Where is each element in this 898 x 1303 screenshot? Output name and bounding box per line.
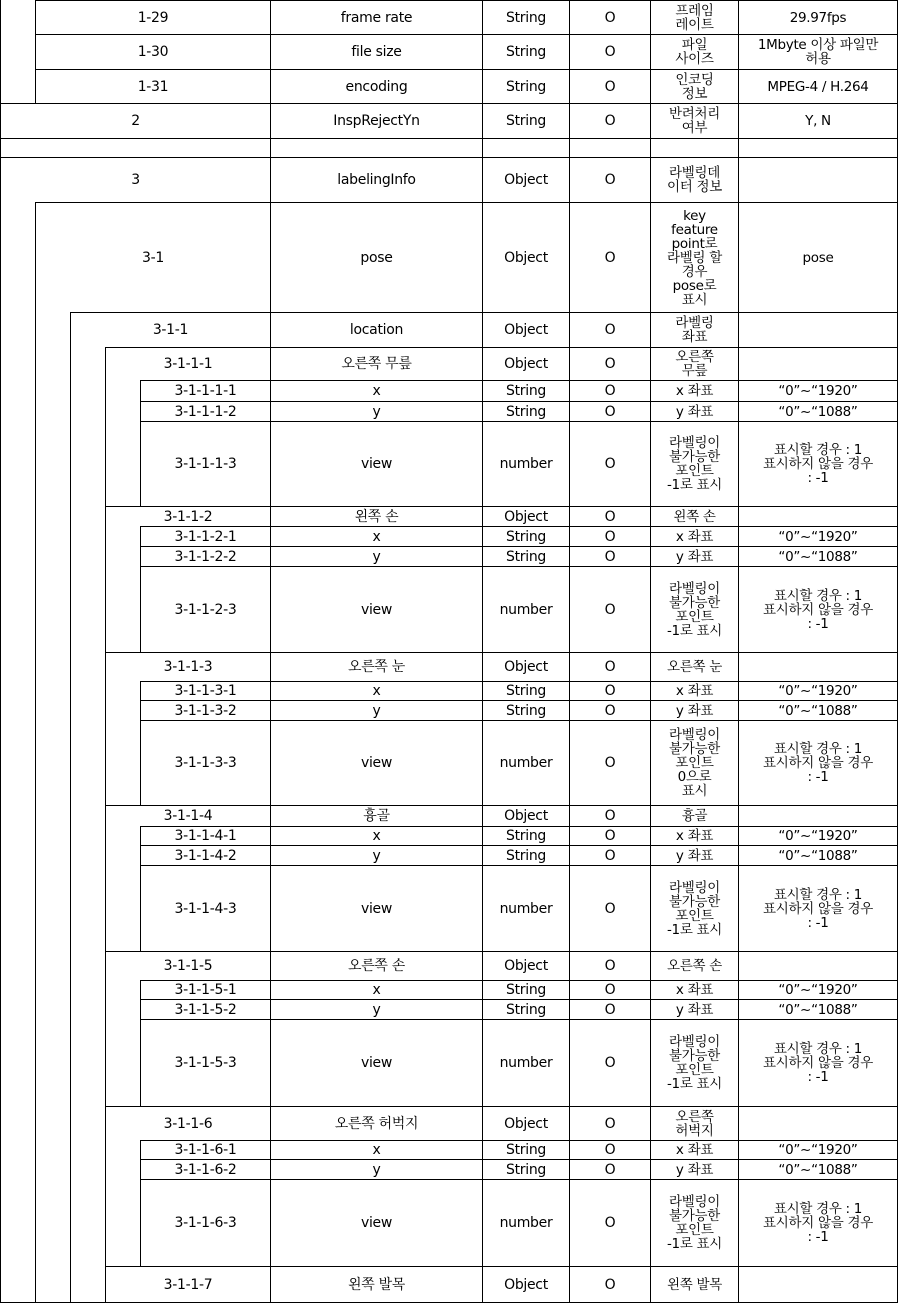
row-required: O [604, 1115, 616, 1132]
table-border [105, 566, 106, 653]
table-border [105, 700, 106, 721]
row-description: y 좌표 [675, 847, 714, 864]
row-example [739, 1267, 897, 1302]
row-required: O [604, 659, 616, 675]
row-field-name: view [360, 900, 393, 917]
row-type: String [506, 702, 546, 719]
row-field-name: 흉골 [363, 808, 390, 824]
row-id: 3 [131, 172, 140, 188]
table-border [35, 1140, 36, 1160]
table-border [70, 380, 71, 402]
row-required: O [604, 249, 616, 266]
row-field-name: pose [360, 249, 393, 266]
row-description: 라벨링이 불가능한 포인트 -1로 표시 [666, 879, 723, 938]
row-field-name: y [372, 403, 381, 420]
row-required: O [604, 403, 616, 420]
row-required: O [604, 601, 616, 618]
row-type: Object [504, 322, 548, 338]
row-example: 표시할 경우 : 1 표시하지 않을 경우 : -1 [763, 1041, 873, 1085]
row-field-name: x [372, 828, 381, 844]
table-border [70, 805, 71, 827]
row-type: Object [504, 1276, 548, 1293]
row-field-name: y [372, 847, 381, 864]
row-required: O [604, 113, 616, 129]
row-field-name: 오른쪽 눈 [347, 659, 406, 675]
row-example: “0”~“1088” [778, 1001, 858, 1018]
row-description: 오른쪽 무릎 [675, 349, 714, 379]
row-type [483, 139, 569, 157]
row-required: O [604, 1161, 616, 1178]
table-border [35, 506, 36, 527]
row-example: “0”~“1920” [778, 828, 858, 844]
row-type: String [506, 78, 546, 95]
row-id: 2 [131, 113, 140, 129]
row-field-name: x [372, 528, 381, 545]
row-field-name: labelingInfo [337, 172, 416, 188]
row-example [739, 952, 897, 980]
row-required [570, 139, 650, 157]
row-field-name: file size [351, 44, 402, 60]
table-border [105, 380, 106, 402]
row-id: 3-1-1-3-2 [174, 702, 237, 719]
row-id: 3-1-1-5-2 [174, 1001, 237, 1018]
row-description: y 좌표 [675, 403, 714, 420]
row-type: Object [504, 958, 548, 974]
row-description: key feature point로 라벨링 할 경우 pose로 표시 [667, 207, 722, 308]
row-field-name: y [372, 702, 381, 719]
row-field-name: x [372, 1142, 381, 1158]
row-field-name: 왼쪽 손 [354, 508, 399, 525]
table-border [35, 720, 36, 806]
row-description: y 좌표 [675, 702, 714, 719]
row-required: O [604, 808, 616, 824]
row-example: “0”~“1920” [778, 683, 858, 699]
row-id: 3-1 [142, 249, 164, 266]
row-description: 라벨링이 불가능한 포인트 -1로 표시 [666, 1034, 723, 1092]
row-id: 1-30 [137, 44, 169, 60]
row-example: “0”~“1920” [778, 982, 858, 998]
row-type: String [506, 44, 546, 60]
row-field-name: view [360, 601, 393, 618]
row-field-name: InspRejectYn [333, 113, 420, 129]
row-required: O [604, 1055, 616, 1071]
row-type: Object [504, 356, 548, 372]
row-example [739, 348, 897, 380]
row-example [739, 653, 897, 681]
table-border [70, 421, 71, 507]
table-border [70, 980, 71, 1000]
table-border [35, 999, 36, 1020]
row-example: “0”~“1088” [778, 1161, 858, 1178]
table-border [70, 1266, 71, 1303]
row-required: O [604, 456, 616, 472]
row-example [739, 158, 897, 202]
row-id: 1-31 [137, 78, 169, 95]
row-required: O [604, 900, 616, 917]
row-type: String [506, 1001, 546, 1018]
row-id: 3-1-1-2-1 [174, 528, 237, 545]
row-field-name: encoding [345, 78, 408, 95]
row-type: String [506, 828, 546, 844]
row-field-name: x [372, 982, 381, 998]
row-example: “0”~“1088” [778, 702, 858, 719]
row-required: O [604, 548, 616, 565]
table-border [70, 1140, 71, 1160]
table-border [70, 1106, 71, 1141]
table-border [35, 1106, 36, 1141]
table-border [70, 1159, 71, 1180]
row-id: 3-1-1-1 [163, 356, 213, 372]
row-description: 인코딩 정보 [675, 71, 714, 102]
row-field-name: y [372, 1161, 381, 1178]
table-border [70, 506, 71, 527]
row-example: “0”~“1088” [778, 548, 858, 565]
row-description: 흉골 [681, 808, 708, 824]
table-border [70, 865, 71, 952]
row-example: 1Mbyte 이상 파일만 허용 [757, 37, 879, 67]
table-border [35, 1159, 36, 1180]
row-example [739, 507, 897, 526]
row-type: Object [504, 249, 548, 266]
row-required: O [604, 528, 616, 545]
row-type: String [506, 548, 546, 565]
row-type: number [499, 900, 553, 917]
row-description: x 좌표 [675, 683, 714, 699]
row-required: O [604, 172, 616, 188]
table-border [105, 526, 106, 547]
table-border [70, 347, 71, 381]
row-example: “0”~“1088” [778, 847, 858, 864]
row-field-name: view [360, 755, 393, 771]
row-example: 표시할 경우 : 1 표시하지 않을 경우 : -1 [763, 442, 873, 486]
row-required: O [604, 1001, 616, 1018]
table-border [105, 999, 106, 1020]
row-description: 왼쪽 손 [673, 508, 716, 525]
row-required: O [604, 683, 616, 699]
row-type: number [499, 1215, 553, 1231]
table-border [35, 1266, 36, 1303]
row-field-name: x [372, 683, 381, 699]
row-example: “0”~“1920” [778, 528, 858, 545]
row-type: String [506, 683, 546, 699]
row-id: 3-1-1-1-1 [174, 383, 237, 399]
row-required: O [604, 755, 616, 771]
table-border [105, 865, 106, 952]
row-example: 표시할 경우 : 1 표시하지 않을 경우 : -1 [763, 587, 873, 632]
table-border [105, 720, 106, 806]
row-field-name: view [360, 456, 393, 472]
row-description: 라벨링이 불가능한 포인트 -1로 표시 [666, 435, 723, 493]
row-type: String [506, 403, 546, 420]
row-description: x 좌표 [675, 383, 714, 399]
row-field-name: y [372, 1001, 381, 1018]
row-description [651, 139, 738, 157]
table-border [35, 380, 36, 402]
row-description: 라벨링 좌표 [675, 315, 714, 345]
row-id: 3-1-1-6-3 [174, 1215, 237, 1231]
table-border [70, 826, 71, 846]
row-required: O [604, 44, 616, 60]
row-id: 3-1-1-3-1 [174, 683, 237, 699]
row-example: pose [802, 249, 834, 266]
row-type: String [506, 847, 546, 864]
table-border [70, 1019, 71, 1107]
row-description: 라벨링이 불가능한 포인트 0으로 표시 [669, 727, 720, 799]
table-border [35, 681, 36, 701]
row-id: 3-1-1-3-3 [174, 755, 237, 771]
table-border [70, 1179, 71, 1267]
table-border [35, 845, 36, 866]
table-border [70, 700, 71, 721]
table-border [105, 1179, 106, 1267]
row-id: 3-1-1-4-1 [174, 828, 237, 844]
row-type: Object [504, 172, 548, 188]
row-id: 3-1-1-1-2 [174, 403, 237, 420]
table-border [70, 845, 71, 866]
row-type: String [506, 113, 546, 129]
row-field-name: view [360, 1055, 393, 1071]
row-description: 라벨링이 불가능한 포인트 -1로 표시 [666, 1194, 723, 1252]
row-id: 3-1-1 [152, 322, 189, 338]
table-border [70, 526, 71, 547]
table-border [35, 312, 36, 348]
table-border [105, 1159, 106, 1180]
row-description: 라벨링이 불가능한 포인트 -1로 표시 [666, 580, 723, 639]
table-border [105, 1140, 106, 1160]
row-description: 프레임 레이트 [675, 2, 714, 33]
table-border [70, 546, 71, 567]
row-example: 표시할 경우 : 1 표시하지 않을 경우 : -1 [763, 886, 873, 931]
table-border [35, 826, 36, 846]
row-id: 3-1-1-2-2 [174, 548, 237, 565]
row-required: O [604, 1276, 616, 1293]
table-border [35, 1179, 36, 1267]
row-field-name: 왼쪽 발목 [347, 1276, 406, 1293]
table-border [105, 421, 106, 507]
row-description: 반려처리 여부 [669, 106, 720, 136]
row-required: O [604, 1215, 616, 1231]
row-id: 3-1-1-6 [163, 1115, 213, 1132]
row-id [1, 139, 270, 157]
row-required: O [604, 508, 616, 525]
row-field-name: 오른쪽 허벅지 [334, 1115, 419, 1132]
table-border [105, 1019, 106, 1107]
row-description: 오른쪽 손 [667, 958, 722, 974]
row-id: 3-1-1-6-1 [174, 1142, 237, 1158]
row-required: O [604, 958, 616, 974]
table-border [35, 652, 36, 682]
table-border [35, 546, 36, 567]
table-border [70, 566, 71, 653]
row-example [739, 313, 897, 347]
table-border [35, 526, 36, 547]
row-id: 3-1-1-2 [163, 508, 213, 525]
row-required: O [604, 78, 616, 95]
table-border [70, 951, 71, 981]
table-border [35, 347, 36, 381]
row-description: 오른쪽 허벅지 [675, 1108, 714, 1139]
row-description: 왼쪽 발목 [667, 1276, 722, 1293]
row-field-name: view [360, 1215, 393, 1231]
row-id: 3-1-1-3 [163, 659, 213, 675]
row-required: O [604, 383, 616, 399]
row-description: x 좌표 [675, 1142, 714, 1158]
row-required: O [604, 1142, 616, 1158]
row-example [739, 139, 897, 157]
row-example: Y, N [805, 113, 831, 129]
row-id: 3-1-1-7 [163, 1276, 213, 1293]
row-required: O [604, 847, 616, 864]
row-required: O [604, 322, 616, 338]
row-field-name: y [372, 548, 381, 565]
row-type: String [506, 383, 546, 399]
row-required: O [604, 702, 616, 719]
row-field-name: 오른쪽 무릎 [341, 356, 412, 372]
row-type: number [499, 456, 553, 472]
row-required: O [604, 9, 616, 26]
table-border [105, 681, 106, 701]
row-type: Object [504, 659, 548, 675]
table-border [35, 700, 36, 721]
table-border [70, 999, 71, 1020]
table-border [35, 401, 36, 422]
row-required: O [604, 356, 616, 372]
table-border [35, 980, 36, 1000]
row-required: O [604, 982, 616, 998]
row-description: 라벨링데 이터 정보 [667, 165, 722, 195]
table-border [35, 1019, 36, 1107]
table-border [35, 805, 36, 827]
row-example: “0”~“1920” [778, 1142, 858, 1158]
table-border [35, 566, 36, 653]
row-description: 파일 사이즈 [675, 37, 714, 67]
row-example: 표시할 경우 : 1 표시하지 않을 경우 : -1 [763, 741, 873, 785]
row-example: 표시할 경우 : 1 표시하지 않을 경우 : -1 [763, 1201, 873, 1245]
row-example [739, 806, 897, 826]
row-type: String [506, 528, 546, 545]
row-example: “0”~“1088” [778, 403, 858, 420]
row-type: String [506, 1161, 546, 1178]
row-id: 3-1-1-5-1 [174, 982, 237, 998]
row-id: 3-1-1-5 [163, 958, 213, 974]
row-description: x 좌표 [675, 982, 714, 998]
row-field-name: location [349, 322, 404, 338]
table-border [105, 845, 106, 866]
row-required: O [604, 828, 616, 844]
row-id: 3-1-1-4 [163, 808, 213, 824]
table-border [35, 865, 36, 952]
row-id: 3-1-1-4-3 [174, 900, 237, 917]
table-border [105, 546, 106, 567]
row-description: x 좌표 [675, 828, 714, 844]
table-border [70, 401, 71, 422]
row-type: String [506, 1142, 546, 1158]
row-description: y 좌표 [675, 1161, 714, 1178]
table-border [35, 421, 36, 507]
table-border [105, 826, 106, 846]
row-id: 3-1-1-6-2 [174, 1161, 237, 1178]
row-id: 3-1-1-5-3 [174, 1055, 237, 1071]
row-description: 오른쪽 눈 [667, 659, 722, 675]
row-field-name [271, 139, 482, 157]
table-border [70, 652, 71, 682]
table-border [70, 720, 71, 806]
row-description: y 좌표 [675, 548, 714, 565]
row-type: Object [504, 808, 548, 824]
row-field-name: frame rate [340, 9, 413, 26]
row-type: Object [504, 1115, 548, 1132]
table-border [35, 951, 36, 981]
row-type: number [499, 755, 553, 771]
row-example: 29.97fps [789, 9, 847, 26]
row-type: String [506, 9, 546, 26]
row-field-name: x [372, 383, 381, 399]
row-example: MPEG-4 / H.264 [767, 78, 869, 95]
table-border [105, 980, 106, 1000]
table-border [70, 681, 71, 701]
row-example: “0”~“1920” [778, 383, 858, 399]
row-field-name: 오른쪽 손 [347, 958, 406, 974]
row-type: number [499, 1055, 553, 1071]
row-type: String [506, 982, 546, 998]
row-description: y 좌표 [675, 1001, 714, 1018]
row-id: 1-29 [137, 9, 169, 26]
row-id: 3-1-1-4-2 [174, 847, 237, 864]
row-type: Object [504, 508, 548, 525]
row-description: x 좌표 [675, 528, 714, 545]
row-example [739, 1107, 897, 1140]
table-border [105, 401, 106, 422]
row-type: number [499, 601, 553, 618]
row-id: 3-1-1-2-3 [174, 601, 237, 618]
row-id: 3-1-1-1-3 [174, 456, 237, 472]
